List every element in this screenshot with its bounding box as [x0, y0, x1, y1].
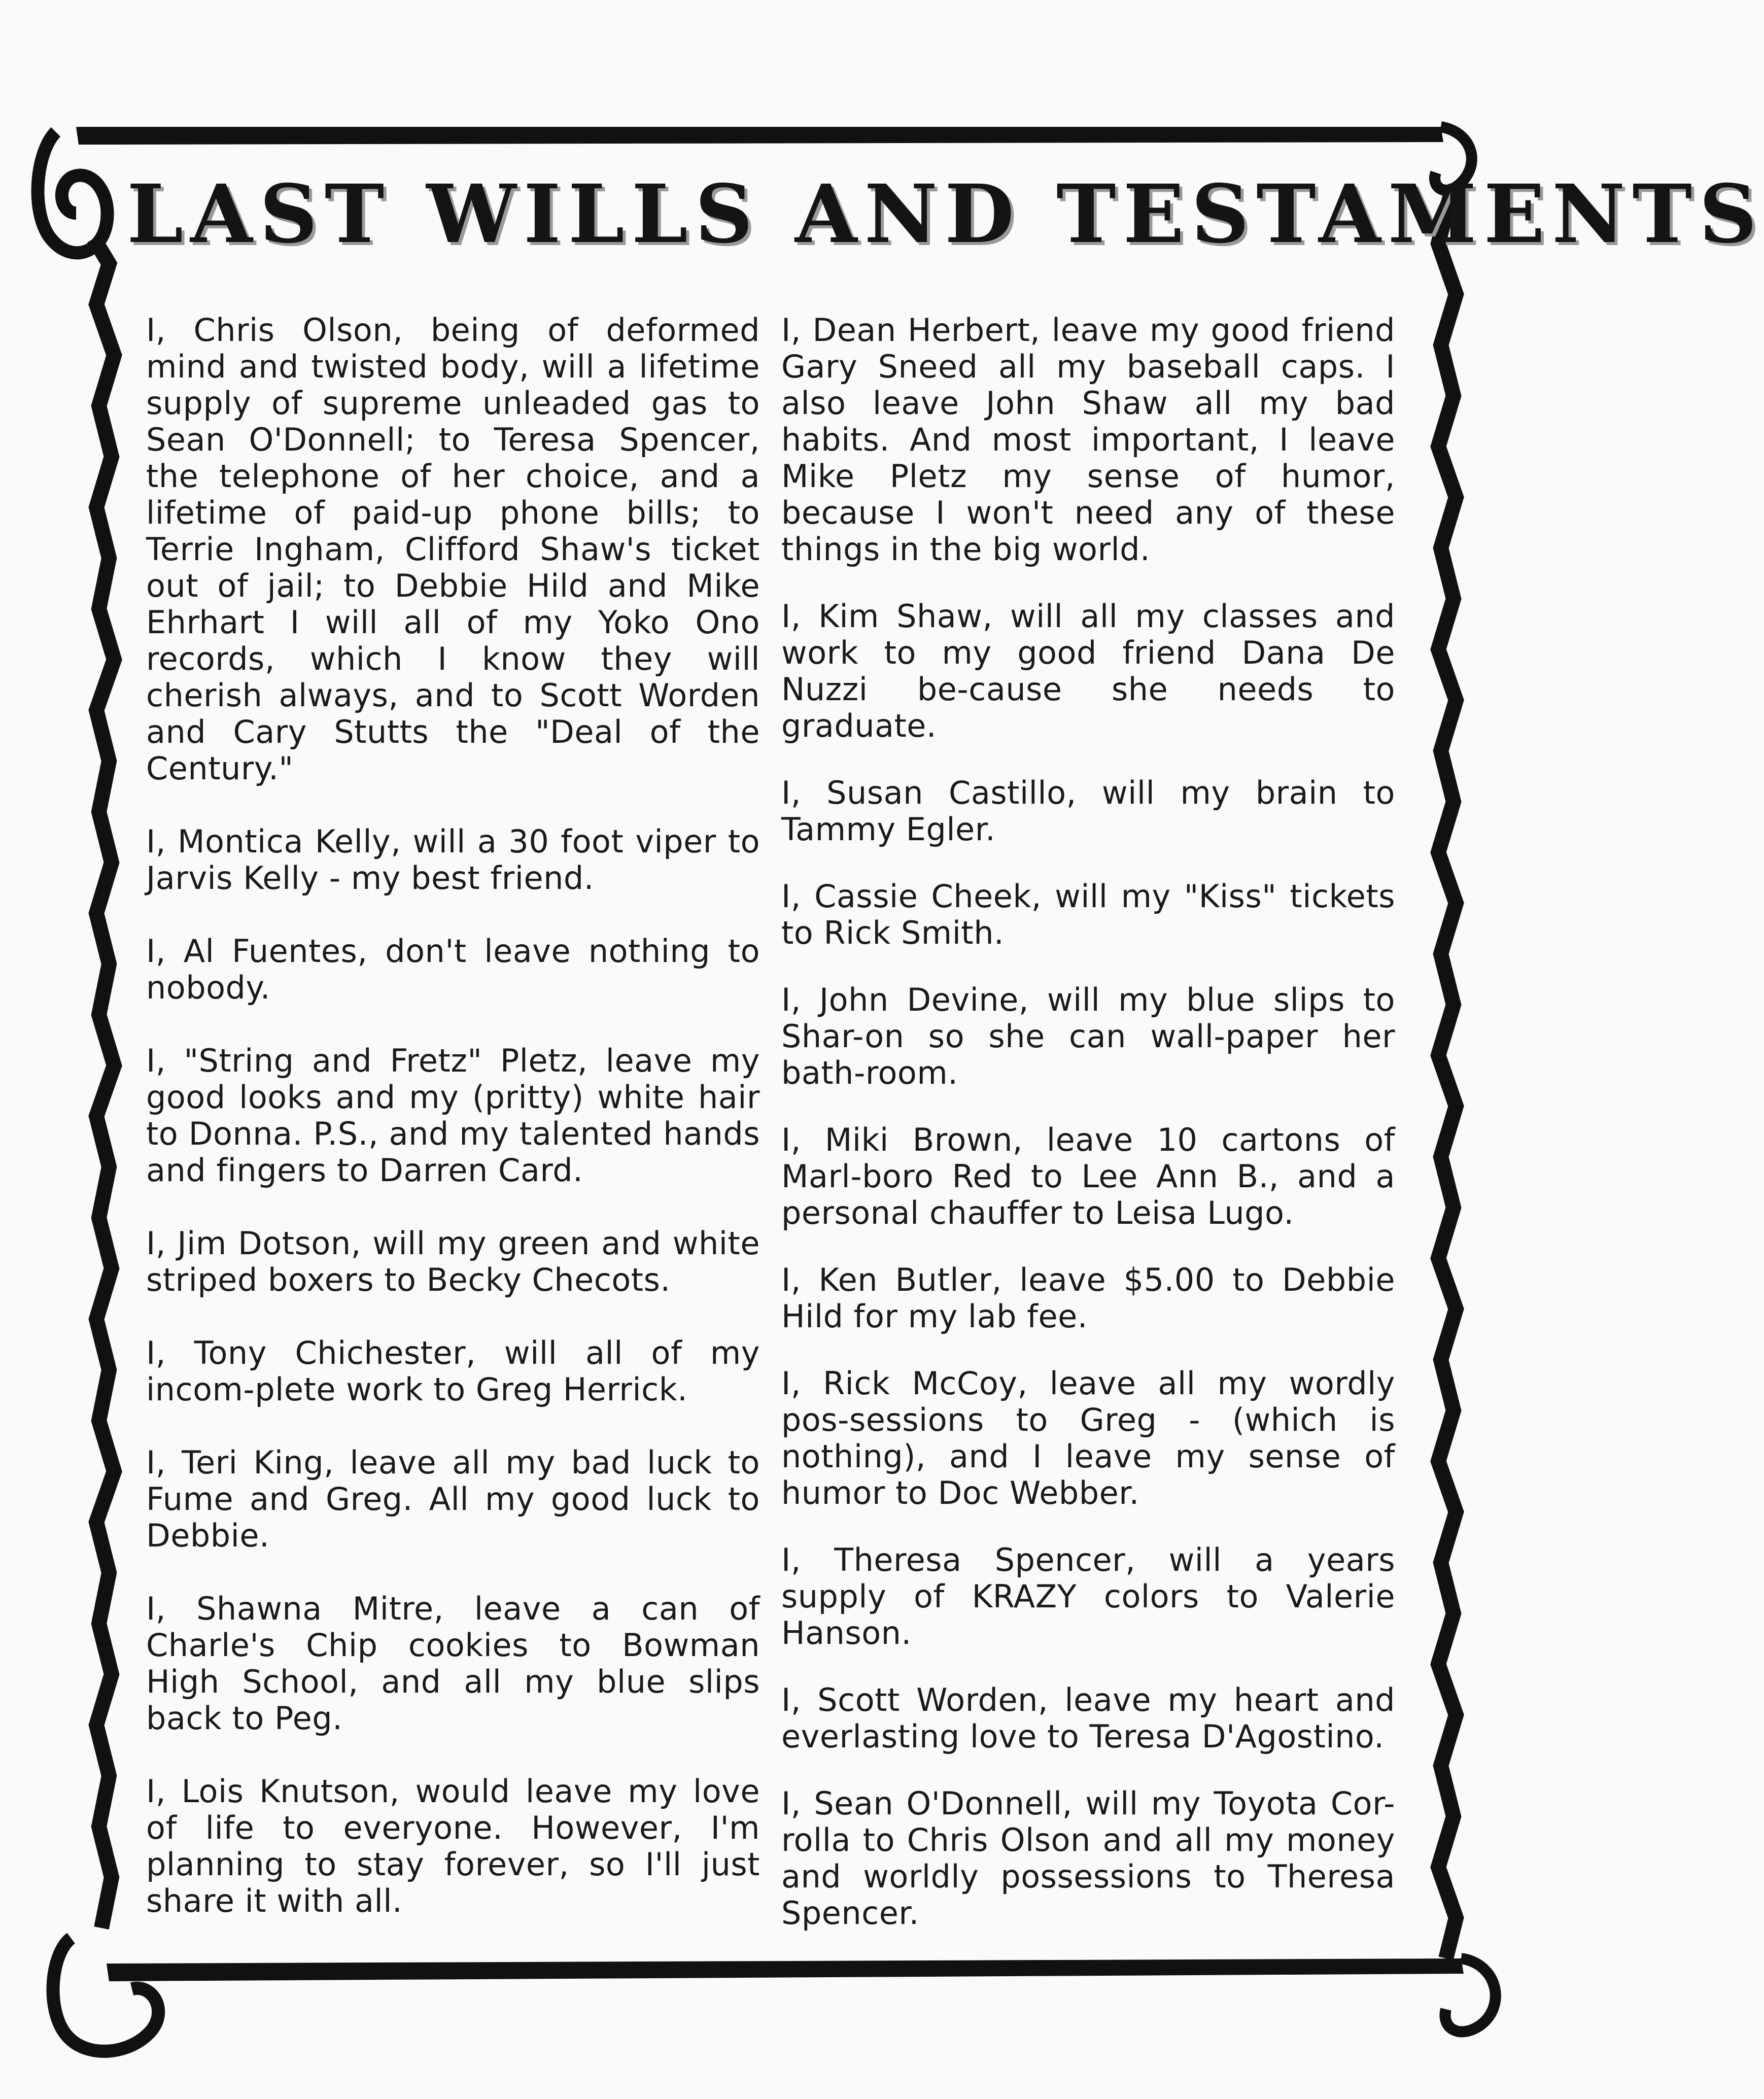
will-entry: I, Lois Knutson, would leave my love of life to everyone. However, I'm planning to stay forever, so I'll just share it with all.: [146, 1773, 760, 1919]
will-entry: I, Sean O'Donnell, will my Toyota Cor-rolla to Chris Olson and all my money and worldly possessions to Theresa Spencer.: [781, 1785, 1395, 1932]
will-entry: I, Susan Castillo, will my brain to Tammy Egler.: [781, 774, 1395, 848]
will-entry: I, Jim Dotson, will my green and white striped boxers to Becky Checots.: [146, 1225, 760, 1298]
will-entry: I, Montica Kelly, will a 30 foot viper to Jarvis Kelly - my best friend.: [146, 823, 760, 897]
will-entry: I, Al Fuentes, don't leave nothing to nobody.: [146, 933, 760, 1006]
scroll-bottom-roll: [53, 1938, 159, 2051]
will-entry: I, Dean Herbert, leave my good friend Gary Sneed all my baseball caps. I also leave John Shaw all my bad habits. And most important, I leave Mike Pletz my sense of humor, because I won't need any of these things in the big world.: [781, 312, 1395, 568]
will-entry: I, Tony Chichester, will all of my incom-plete work to Greg Herrick.: [146, 1334, 760, 1408]
will-entry: I, "String and Fretz" Pletz, leave my good looks and my (pritty) white hair to Donna. P.S., and my talented hands and fingers to Darren Card.: [146, 1042, 760, 1189]
will-entry: I, Scott Worden, leave my heart and everlasting love to Teresa D'Agostino.: [781, 1681, 1395, 1755]
scroll-right-edge: [1438, 193, 1456, 1958]
will-entry: I, Shawna Mitre, leave a can of Charle's Chip cookies to Bowman High School, and all my blue slips back to Peg.: [146, 1590, 760, 1737]
right-column: [781, 312, 1395, 1962]
will-entry: I, Teri King, leave all my bad luck to Fume and Greg. All my good luck to Debbie.: [146, 1444, 760, 1554]
page-title: LAST WILLS AND TESTAMENTS: [127, 167, 1764, 261]
left-column: [146, 312, 760, 1956]
scroll-left-edge: [94, 238, 114, 1928]
will-entry: I, Cassie Cheek, will my "Kiss" tickets to Rick Smith.: [781, 878, 1395, 951]
will-entry: I, Miki Brown, leave 10 cartons of Marl-boro Red to Lee Ann B., and a personal chauffer to Leisa Lugo.: [781, 1121, 1395, 1231]
will-entry: I, Kim Shaw, will all my classes and work to my good friend Dana De Nuzzi be-cause she needs to graduate.: [781, 598, 1395, 744]
scroll-top-edge: [76, 127, 1443, 145]
will-entry: I, Ken Butler, leave $5.00 to Debbie Hild for my lab fee.: [781, 1261, 1395, 1335]
scroll-top-roll: [38, 132, 108, 253]
will-entry: I, John Devine, will my blue slips to Shar-on so she can wall-paper her bath-room.: [781, 981, 1395, 1091]
will-entry: I, Theresa Spencer, will a years supply of KRAZY colors to Valerie Hanson.: [781, 1541, 1395, 1651]
will-entry: I, Rick McCoy, leave all my wordly pos-sessions to Greg - (which is nothing), and I leave my sense of humor to Doc Webber.: [781, 1365, 1395, 1511]
will-entry: I, Chris Olson, being of deformed mind and twisted body, will a lifetime supply of supreme unleaded gas to Sean O'Donnell; to Teresa Spencer, the telephone of her choice, and a lifetime of paid-up phone bills; to Terrie Ingham, Clifford Shaw's ticket out of jail; to Debbie Hild and Mike Ehrhart I will all of my Yoko Ono records, which I know they will cherish always, and to Scott Worden and Cary Stutts the "Deal of the Century.": [146, 312, 760, 787]
